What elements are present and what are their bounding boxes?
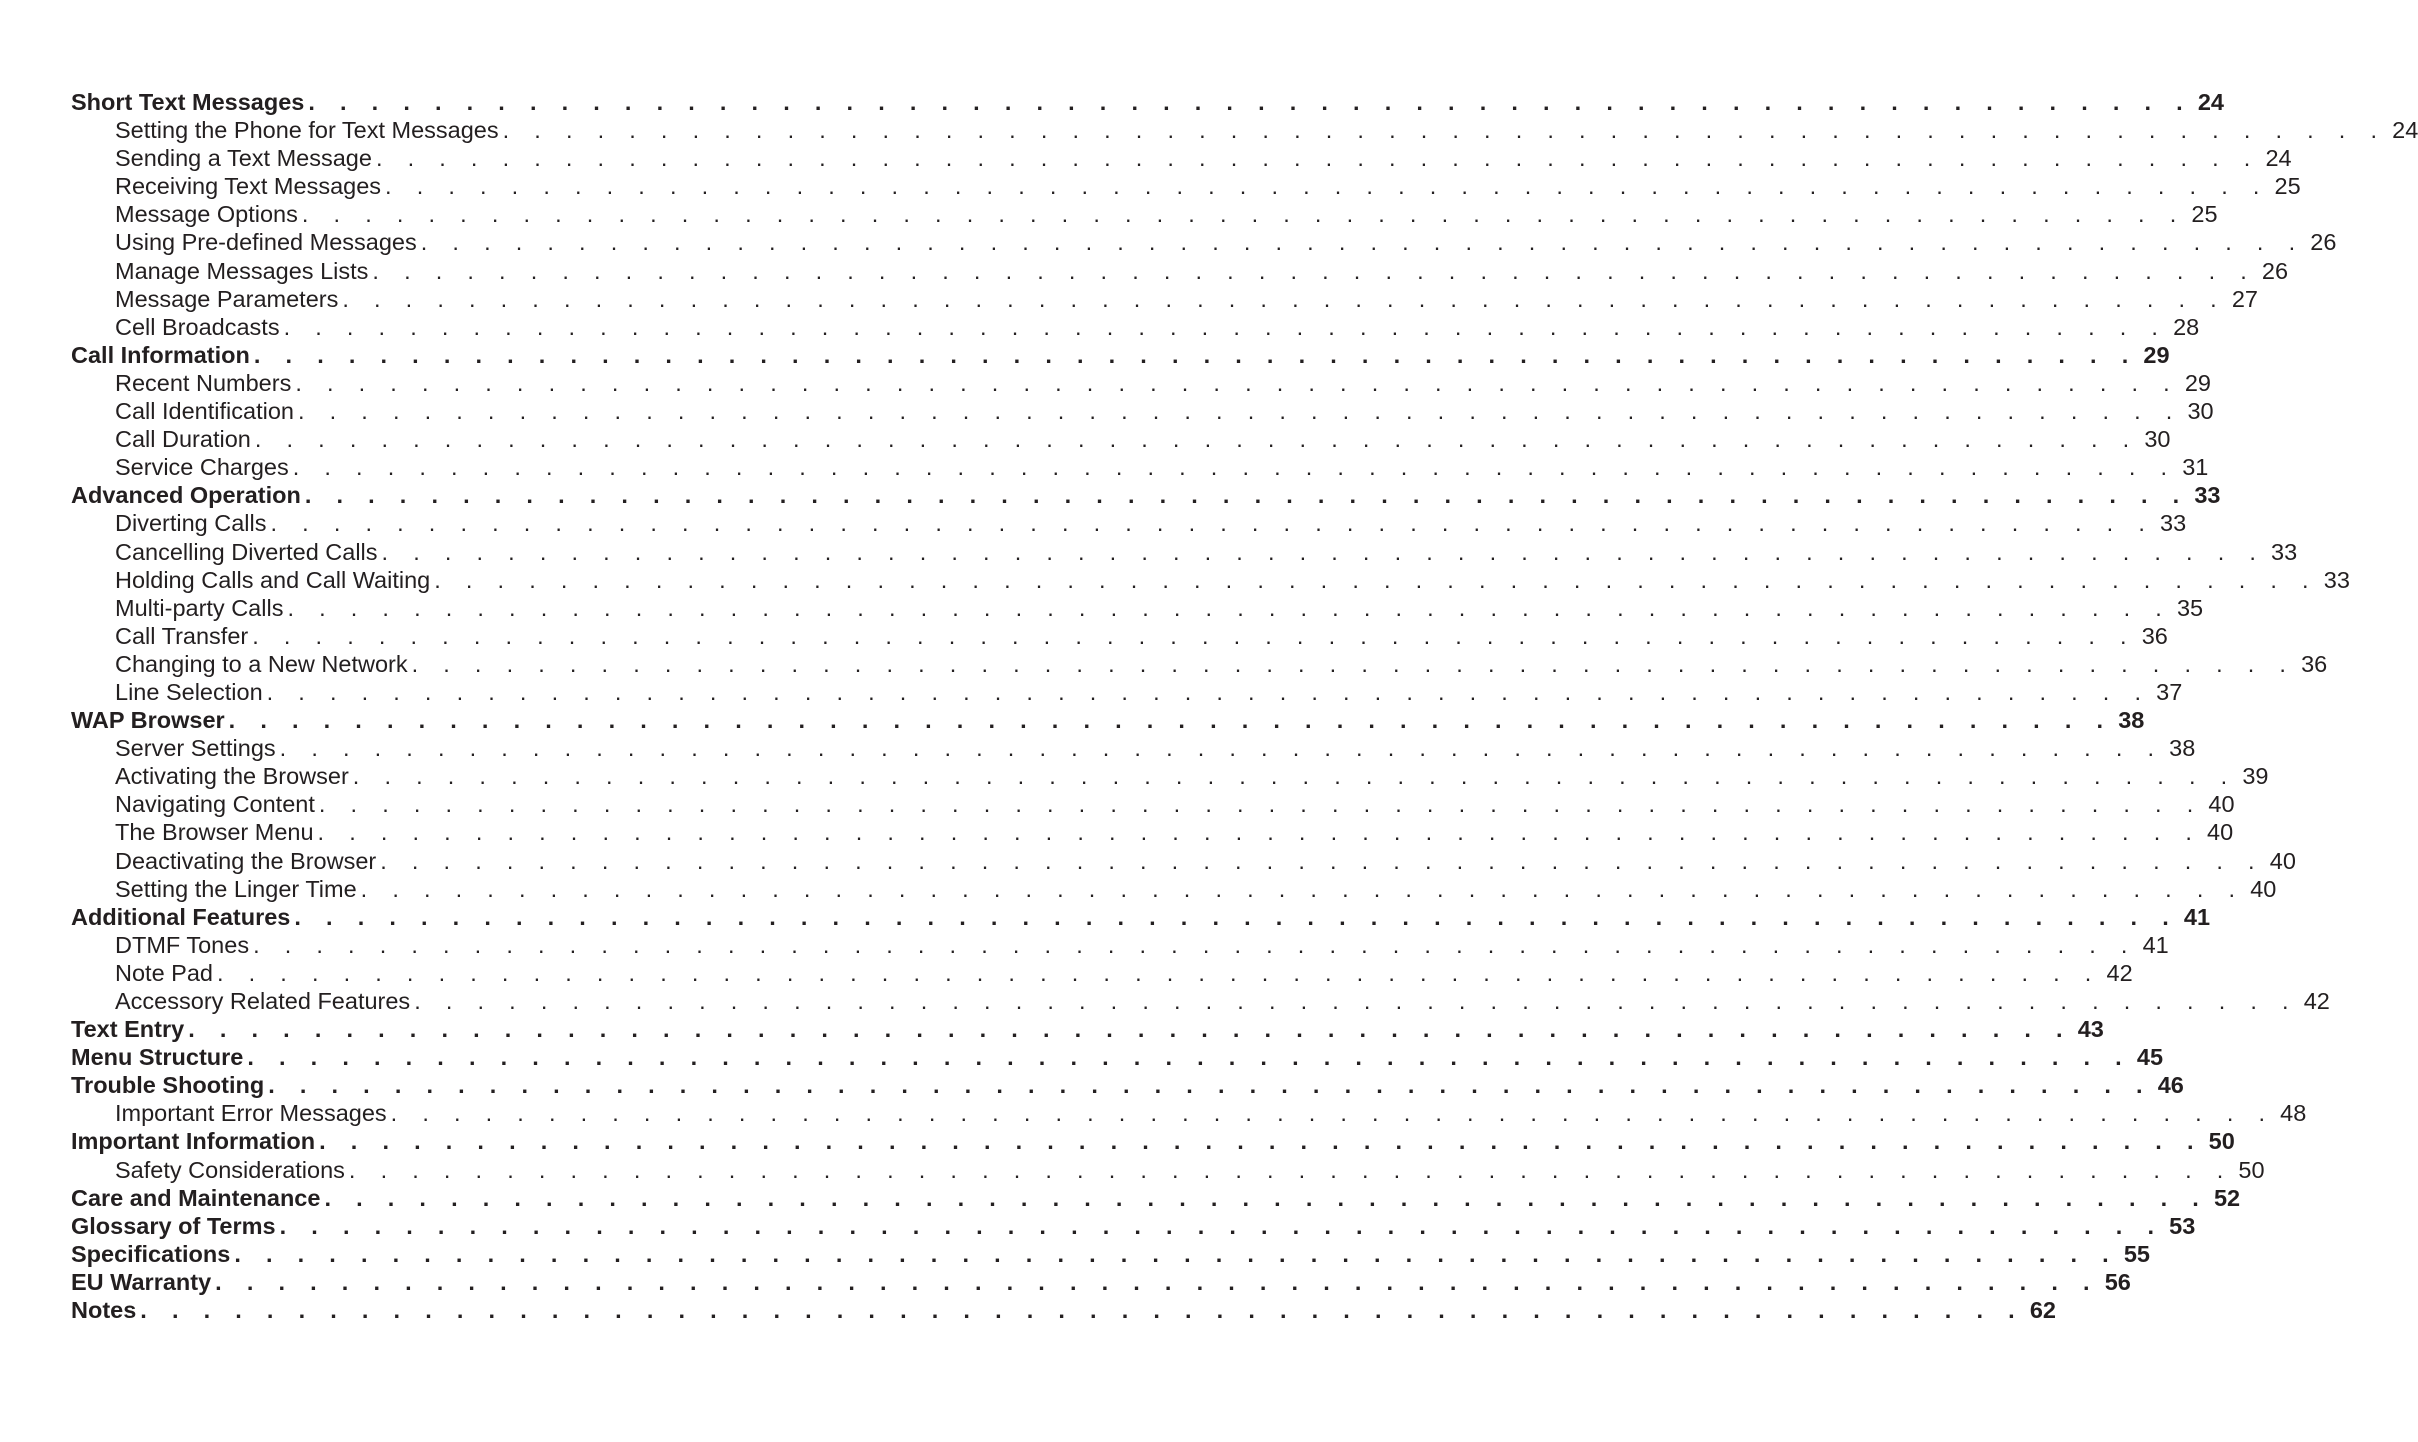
toc-page-number: 36 (2301, 650, 2328, 677)
toc-entry-title: Cell Broadcasts (115, 313, 280, 340)
dot-leader: . . . . . . . . . . . . . . . . . . . . . . . . . . . . . . . . . . . . . . . . . . . . . . . . . . . . . . . . . . . . (252, 622, 2136, 649)
toc-page-number: 26 (2310, 229, 2337, 256)
toc-entry-title: Specifications (71, 1240, 231, 1267)
toc-subsection[interactable] (71, 425, 2171, 453)
toc-page-number: 24 (2265, 145, 2292, 172)
toc-subsection[interactable] (71, 509, 2187, 537)
toc-section[interactable] (71, 341, 2170, 369)
dot-leader: . . . . . . . . . . . . . . . . . . . . . . . . . . . . . . . . . . . . . . . . . . . . . . . . . . . . . . . . . . . . (292, 454, 2177, 481)
dot-leader: . . . . . . . . . . . . . . . . . . . . . . . . . . . . . . . . . . . . . . . . . . . . . . . . . . . . . . . . . . . . (348, 1156, 2233, 1183)
dot-leader: . . . . . . . . . . . . . . . . . . . . . . . . . . . . . . . . . . . . . . . . . . . . . . . . . . . . . . . . . . . . (420, 229, 2305, 256)
dot-leader: . . . . . . . . . . . . . . . . . . . . . . . . . . . . . . . . . . . . . . . . . . . . . . . . . . . . . . . . . . . . (308, 89, 2192, 115)
toc-entry-title: Short Text Messages (71, 89, 305, 115)
toc-subsection[interactable] (71, 650, 2328, 678)
dot-leader: . . . . . . . . . . . . . . . . . . . . . . . . . . . . . . . . . . . . . . . . . . . . . . . . . . . . . . . . . . . . (287, 594, 2172, 621)
toc-entry-title: Server Settings (115, 735, 276, 762)
dot-leader: . . . . . . . . . . . . . . . . . . . . . . . . . . . . . . . . . . . . . . . . . . . . . . . . . . . . . . . . . . . . (414, 988, 2298, 1014)
toc-section[interactable] (71, 1071, 2184, 1099)
toc-entry-title: Call Information (71, 341, 250, 368)
dot-leader: . . . . . . . . . . . . . . . . . . . . . . . . . . . . . . . . . . . . . . . . . . . . . . . . . . . . . . . . . . . . (234, 1240, 2118, 1267)
toc-entry-title: Line Selection (115, 678, 263, 705)
toc-page-number: 40 (2250, 875, 2277, 902)
dot-leader: . . . . . . . . . . . . . . . . . . . . . . . . . . . . . . . . . . . . . . . . . . . . . . . . . . . . . . . . . . . . (247, 1044, 2132, 1071)
dot-leader: . . . . . . . . . . . . . . . . . . . . . . . . . . . . . . . . . . . . . . . . . . . . . . . . . . . . . . . . . . . . (304, 482, 2189, 509)
toc-page-number: 48 (2280, 1100, 2307, 1127)
toc-page-number: 33 (2271, 538, 2298, 565)
toc-page-number: 36 (2141, 622, 2168, 649)
toc-page-number: 39 (2242, 763, 2269, 790)
toc-subsection[interactable] (71, 453, 2209, 481)
toc-entry-title: Service Charges (115, 454, 289, 481)
dot-leader: . . . . . . . . . . . . . . . . . . . . . . . . . . . . . . . . . . . . . . . . . . . . . . . . . . . . . . . . . . . . (295, 369, 2179, 396)
toc-entry-title: Message Parameters (115, 285, 339, 312)
toc-entry-title: Trouble Shooting (71, 1072, 265, 1099)
toc-entry-title: Advanced Operation (71, 482, 301, 509)
toc-page-number: 42 (2106, 959, 2133, 986)
toc-subsection[interactable] (71, 678, 2183, 706)
toc-section[interactable] (71, 481, 2221, 509)
toc-subsection[interactable] (71, 200, 2218, 228)
toc-page-number: 24 (2392, 117, 2418, 144)
toc-entry-title: Call Transfer (115, 622, 249, 649)
toc-entry-title: Important Error Messages (115, 1100, 387, 1127)
dot-leader: . . . . . . . . . . . . . . . . . . . . . . . . . . . . . . . . . . . . . . . . . . . . . . . . . . . . . . . . . . . . (268, 1072, 2152, 1099)
toc-page-number: 25 (2191, 201, 2218, 228)
toc-entry-title: Using Pre-defined Messages (115, 229, 417, 256)
dot-leader: . . . . . . . . . . . . . . . . . . . . . . . . . . . . . . . . . . . . . . . . . . . . . . . . . . . . . . . . . . . . (253, 931, 2137, 958)
toc-subsection[interactable] (71, 369, 2211, 397)
toc-page-number: 35 (2176, 594, 2204, 621)
toc-page-number: 31 (2182, 454, 2209, 481)
dot-leader: . . . . . . . . . . . . . . . . . . . . . . . . . . . . . . . . . . . . . . . . . . . . . . . . . . . . . . . . . . . . (324, 1184, 2209, 1211)
toc-subsection[interactable] (71, 818, 2234, 846)
toc-entry-title: Message Options (115, 201, 298, 228)
toc-subsection[interactable] (71, 875, 2277, 903)
dot-leader: . . . . . . . . . . . . . . . . . . . . . . . . . . . . . . . . . . . . . . . . . . . . . . . . . . . . . . . . . . . . (385, 173, 2269, 200)
dot-leader: . . . . . . . . . . . . . . . . . . . . . . . . . . . . . . . . . . . . . . . . . . . . . . . . . . . . . . . . . . . . (254, 426, 2139, 453)
toc-subsection[interactable] (71, 734, 2196, 762)
toc-subsection[interactable] (71, 622, 2168, 650)
dot-leader: . . . . . . . . . . . . . . . . . . . . . . . . . . . . . . . . . . . . . . . . . . . . . . . . . . . . . . . . . . . . (352, 763, 2237, 790)
toc-entry-title: Call Duration (115, 426, 251, 453)
toc-entry-title: The Browser Menu (115, 819, 314, 846)
toc-subsection[interactable] (71, 257, 2289, 285)
dot-leader: . . . . . . . . . . . . . . . . . . . . . . . . . . . . . . . . . . . . . . . . . . . . . . . . . . . . . . . . . . . . (266, 678, 2151, 705)
toc-entry-title: EU Warranty (71, 1268, 212, 1295)
toc-entry-title: Changing to a New Network (115, 650, 408, 677)
dot-leader: . . . . . . . . . . . . . . . . . . . . . . . . . . . . . . . . . . . . . . . . . . . . . . . . . . . . . . . . . . . . (360, 875, 2245, 902)
dot-leader: . . . . . . . . . . . . . . . . . . . . . . . . . . . . . . . . . . . . . . . . . . . . . . . . . . . . . . . . . . . . (301, 201, 2186, 228)
toc-entry-title: Safety Considerations (115, 1156, 345, 1183)
toc-page-number: 29 (2143, 341, 2170, 368)
toc-section[interactable] (71, 88, 2224, 116)
toc-subsection[interactable] (71, 959, 2133, 987)
table-of-contents (71, 88, 2418, 1324)
dot-leader: . . . . . . . . . . . . . . . . . . . . . . . . . . . . . . . . . . . . . . . . . . . . . . . . . . . . . . . . . . . . (390, 1100, 2275, 1127)
toc-section[interactable] (71, 903, 2211, 931)
toc-subsection[interactable] (71, 987, 2330, 1015)
toc-page-number: 41 (2142, 931, 2169, 958)
toc-page-number: 53 (2169, 1212, 2196, 1239)
toc-entry-title: Manage Messages Lists (115, 257, 369, 284)
dot-leader: . . . . . . . . . . . . . . . . . . . . . . . . . . . . . . . . . . . . . . . . . . . . . . . . . . . . . . . . . . . . (317, 819, 2202, 846)
toc-entry-title: DTMF Tones (115, 931, 250, 958)
toc-page-number: 38 (2118, 707, 2145, 734)
toc-subsection[interactable] (71, 538, 2298, 566)
toc-subsection[interactable] (71, 285, 2258, 313)
toc-subsection[interactable] (71, 172, 2301, 200)
toc-entry-title: Navigating Content (115, 791, 315, 818)
dot-leader: . . . . . . . . . . . . . . . . . . . . . . . . . . . . . . . . . . . . . . . . . . . . . . . . . . . . . . . . . . . . (411, 650, 2296, 677)
toc-page-number: 41 (2183, 903, 2211, 930)
dot-leader: . . . . . . . . . . . . . . . . . . . . . . . . . . . . . . . . . . . . . . . . . . . . . . . . . . . . . . . . . . . . (380, 847, 2264, 874)
toc-subsection[interactable] (71, 594, 2204, 622)
toc-entry-title: Note Pad (115, 959, 213, 986)
toc-subsection[interactable] (71, 566, 2350, 594)
toc-subsection[interactable] (71, 116, 2418, 144)
toc-page-number: 27 (2231, 285, 2258, 312)
toc-page-number: 24 (2197, 89, 2224, 115)
toc-subsection[interactable] (71, 397, 2214, 425)
toc-entry-title: Activating the Browser (115, 763, 349, 790)
toc-entry-title: Additional Features (71, 903, 291, 930)
dot-leader: . . . . . . . . . . . . . . . . . . . . . . . . . . . . . . . . . . . . . . . . . . . . . . . . . . . . . . . . . . . . (502, 117, 2387, 144)
toc-entry-title: Text Entry (71, 1016, 185, 1043)
toc-entry-title: Glossary of Terms (71, 1212, 276, 1239)
dot-leader: . . . . . . . . . . . . . . . . . . . . . . . . . . . . . . . . . . . . . . . . . . . . . . . . . . . . . . . . . . . . (372, 257, 2257, 284)
toc-page-number: 52 (2213, 1184, 2241, 1211)
toc-section[interactable] (71, 1127, 2235, 1155)
toc-page-number: 33 (2194, 482, 2221, 509)
toc-page-number: 29 (2184, 369, 2211, 396)
toc-subsection[interactable] (71, 144, 2292, 172)
toc-page-number: 30 (2187, 398, 2214, 425)
toc-section[interactable] (71, 1240, 2150, 1268)
dot-leader: . . . . . . . . . . . . . . . . . . . . . . . . . . . . . . . . . . . . . . . . . . . . . . . . . . . . . . . . . . . . (279, 1212, 2164, 1239)
toc-entry-title: Deactivating the Browser (115, 847, 377, 874)
toc-page-number: 30 (2144, 426, 2171, 453)
toc-page-number: 40 (2207, 819, 2234, 846)
toc-section[interactable] (71, 1184, 2241, 1212)
toc-page-number: 33 (2323, 566, 2350, 593)
toc-page-number: 45 (2136, 1044, 2164, 1071)
toc-page-number: 62 (2029, 1297, 2056, 1324)
toc-entry-title: Receiving Text Messages (115, 173, 382, 200)
toc-entry-title: Setting the Linger Time (115, 875, 357, 902)
toc-entry-title: Important Information (71, 1128, 316, 1155)
toc-entry-title: Multi-party Calls (115, 594, 284, 621)
dot-leader: . . . . . . . . . . . . . . . . . . . . . . . . . . . . . . . . . . . . . . . . . . . . . . . . . . . . . . . . . . . . (140, 1297, 2024, 1324)
dot-leader: . . . . . . . . . . . . . . . . . . . . . . . . . . . . . . . . . . . . . . . . . . . . . . . . . . . . . . . . . . . . (228, 707, 2113, 734)
toc-section[interactable] (71, 1043, 2164, 1071)
toc-entry-title: Diverting Calls (115, 510, 267, 537)
toc-section[interactable] (71, 1296, 2056, 1324)
toc-page-number: 43 (2077, 1016, 2104, 1043)
dot-leader: . . . . . . . . . . . . . . . . . . . . . . . . . . . . . . . . . . . . . . . . . . . . . . . . . . . . . . . . . . . . (283, 313, 2168, 340)
toc-page-number: 28 (2173, 313, 2200, 340)
toc-section[interactable] (71, 1015, 2104, 1043)
toc-page-number: 46 (2157, 1072, 2184, 1099)
toc-entry-title: Recent Numbers (115, 369, 292, 396)
toc-page-number: 56 (2104, 1268, 2131, 1295)
dot-leader: . . . . . . . . . . . . . . . . . . . . . . . . . . . . . . . . . . . . . . . . . . . . . . . . . . . . . . . . . . . . (434, 566, 2318, 593)
dot-leader: . . . . . . . . . . . . . . . . . . . . . . . . . . . . . . . . . . . . . . . . . . . . . . . . . . . . . . . . . . . . (318, 791, 2203, 818)
dot-leader: . . . . . . . . . . . . . . . . . . . . . . . . . . . . . . . . . . . . . . . . . . . . . . . . . . . . . . . . . . . . (342, 285, 2226, 312)
toc-subsection[interactable] (71, 762, 2269, 790)
dot-leader: . . . . . . . . . . . . . . . . . . . . . . . . . . . . . . . . . . . . . . . . . . . . . . . . . . . . . . . . . . . . (216, 959, 2101, 986)
dot-leader: . . . . . . . . . . . . . . . . . . . . . . . . . . . . . . . . . . . . . . . . . . . . . . . . . . . . . . . . . . . . (297, 398, 2182, 425)
toc-page-number: 37 (2156, 678, 2183, 705)
toc-page-number: 40 (2269, 847, 2296, 874)
toc-entry-title: Care and Maintenance (71, 1184, 321, 1211)
toc-section[interactable] (71, 706, 2145, 734)
toc-page-number: 40 (2208, 791, 2235, 818)
toc-subsection[interactable] (71, 790, 2235, 818)
dot-leader: . . . . . . . . . . . . . . . . . . . . . . . . . . . . . . . . . . . . . . . . . . . . . . . . . . . . . . . . . . . . (294, 903, 2179, 930)
toc-entry-title: Menu Structure (71, 1044, 244, 1071)
toc-subsection[interactable] (71, 228, 2337, 256)
toc-subsection[interactable] (71, 1156, 2265, 1184)
toc-entry-title: Accessory Related Features (115, 988, 411, 1014)
toc-section[interactable] (71, 1268, 2131, 1296)
dot-leader: . . . . . . . . . . . . . . . . . . . . . . . . . . . . . . . . . . . . . . . . . . . . . . . . . . . . . . . . . . . . (279, 735, 2164, 762)
toc-page-number: 26 (2261, 257, 2289, 284)
dot-leader: . . . . . . . . . . . . . . . . . . . . . . . . . . . . . . . . . . . . . . . . . . . . . . . . . . . . . . . . . . . . (188, 1016, 2072, 1043)
toc-page-number: 25 (2274, 173, 2301, 200)
dot-leader: . . . . . . . . . . . . . . . . . . . . . . . . . . . . . . . . . . . . . . . . . . . . . . . . . . . . . . . . . . . . (319, 1128, 2203, 1155)
dot-leader: . . . . . . . . . . . . . . . . . . . . . . . . . . . . . . . . . . . . . . . . . . . . . . . . . . . . . . . . . . . . (270, 510, 2155, 537)
toc-page-number: 55 (2123, 1240, 2150, 1267)
toc-page-number: 50 (2208, 1128, 2235, 1155)
toc-entry-title: Holding Calls and Call Waiting (115, 566, 431, 593)
dot-leader: . . . . . . . . . . . . . . . . . . . . . . . . . . . . . . . . . . . . . . . . . . . . . . . . . . . . . . . . . . . . (375, 145, 2260, 172)
toc-subsection[interactable] (71, 1099, 2307, 1127)
toc-section[interactable] (71, 1212, 2196, 1240)
toc-entry-title: Call Identification (115, 398, 294, 425)
toc-page-number: 42 (2303, 988, 2330, 1014)
toc-subsection[interactable] (71, 931, 2169, 959)
toc-subsection[interactable] (71, 313, 2200, 341)
toc-page-number: 50 (2238, 1156, 2265, 1183)
toc-entry-title: Setting the Phone for Text Messages (115, 117, 499, 144)
toc-subsection[interactable] (71, 847, 2296, 875)
toc-entry-title: Sending a Text Message (115, 145, 372, 172)
toc-page-number: 33 (2160, 510, 2187, 537)
toc-page-number: 38 (2169, 735, 2196, 762)
dot-leader: . . . . . . . . . . . . . . . . . . . . . . . . . . . . . . . . . . . . . . . . . . . . . . . . . . . . . . . . . . . . (381, 538, 2266, 565)
toc-entry-title: Notes (71, 1297, 137, 1324)
toc-entry-title: WAP Browser (71, 707, 225, 734)
toc-entry-title: Cancelling Diverted Calls (115, 538, 378, 565)
dot-leader: . . . . . . . . . . . . . . . . . . . . . . . . . . . . . . . . . . . . . . . . . . . . . . . . . . . . . . . . . . . . (253, 341, 2138, 368)
dot-leader: . . . . . . . . . . . . . . . . . . . . . . . . . . . . . . . . . . . . . . . . . . . . . . . . . . . . . . . . . . . . (215, 1268, 2099, 1295)
